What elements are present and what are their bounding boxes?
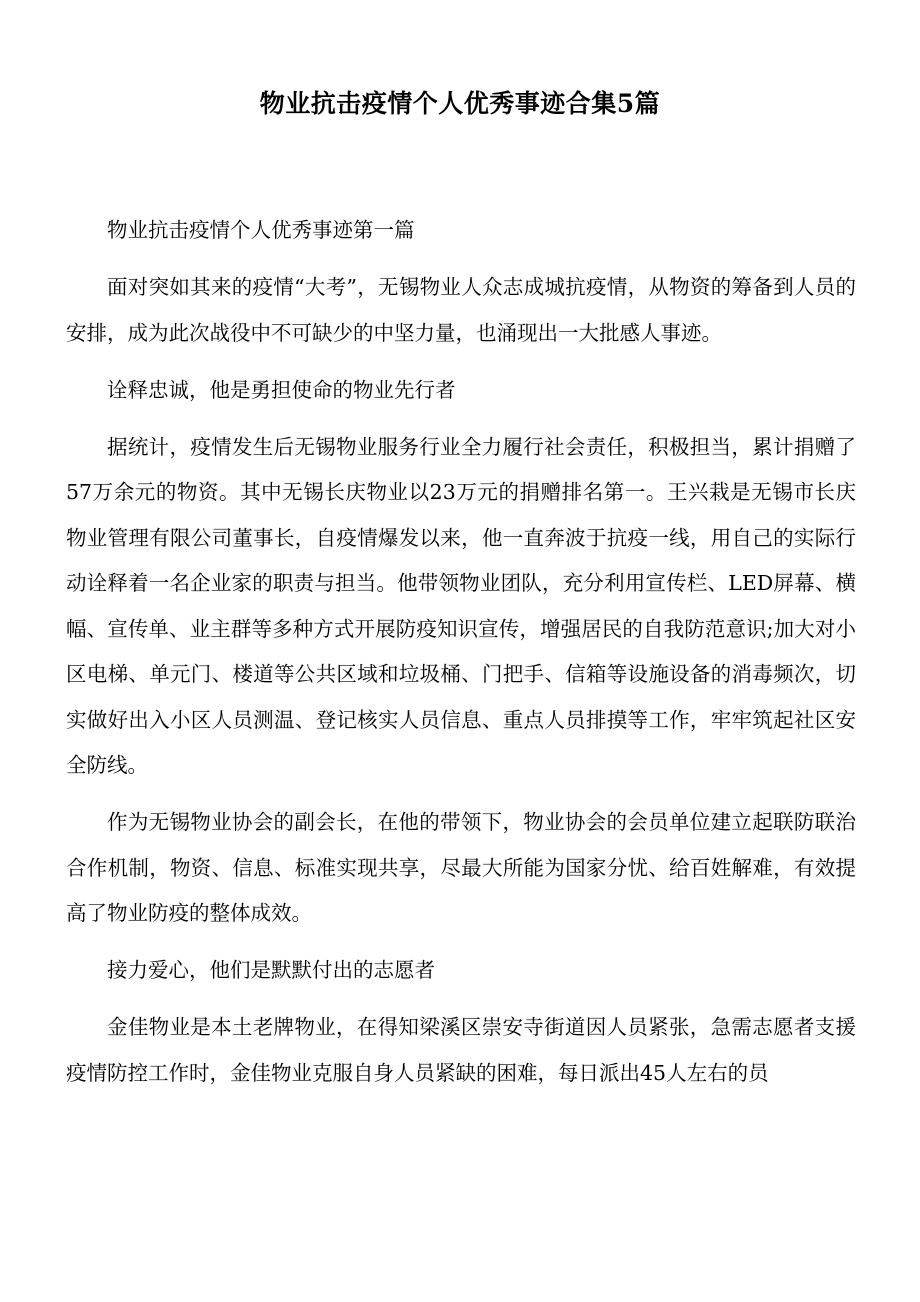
paragraph-association: 作为无锡物业协会的副会长，在他的带领下，物业协会的会员单位建立起联防联治合作机制，物资、信息、标准实现共享，尽最大所能为国家分忧、给百姓解难，有效提高了物业防疫的整体成效。	[66, 810, 856, 925]
paragraph-volunteers: 金佳物业是本土老牌物业，在得知梁溪区崇安寺街道因人员紧张，急需志愿者支援疫情防控工作时，金佳物业克服自身人员紧缺的困难，每日派出45人左右的员	[66, 1015, 856, 1085]
paragraph-statistics: 据统计，疫情发生后无锡物业服务行业全力履行社会责任，积极担当，累计捐赠了57万余元的物资。其中无锡长庆物业以23万元的捐赠排名第一。王兴栽是无锡市长庆物业管理有限公司董事长，自疫情爆发以来，他一直奔波于抗疫一线，用自己的实际行动诠释着一名企业家的职责与担当。他带领物业团队，充分利用宣传栏、LED屏幕、横幅、宣传单、业主群等多种方式开展防疫知识宣传，增强居民的自我防范意识;加大对小区电梯、单元门、楼道等公共区域和垃圾桶、门把手、信箱等设施设备的消毒频次，切实做好出入小区人员测温、登记核实人员信息、重点人员排摸等工作，牢牢筑起社区安全防线。	[66, 434, 856, 777]
section-heading-3: 接力爱心，他们是默默付出的志愿者	[107, 958, 435, 982]
section-heading-1: 物业抗击疫情个人优秀事迹第一篇	[107, 218, 415, 242]
section-heading-2: 诠释忠诚，他是勇担使命的物业先行者	[107, 377, 456, 402]
document-body	[66, 208, 856, 1108]
document-title: 物业抗击疫情个人优秀事迹合集5篇	[259, 89, 661, 118]
paragraph-intro: 面对突如其来的疫情“大考”，无锡物业人众志成城抗疫情，从物资的筹备到人员的安排，成为此次战役中不可缺少的中坚力量，也涌现出一大批感人事迹。	[66, 275, 856, 345]
